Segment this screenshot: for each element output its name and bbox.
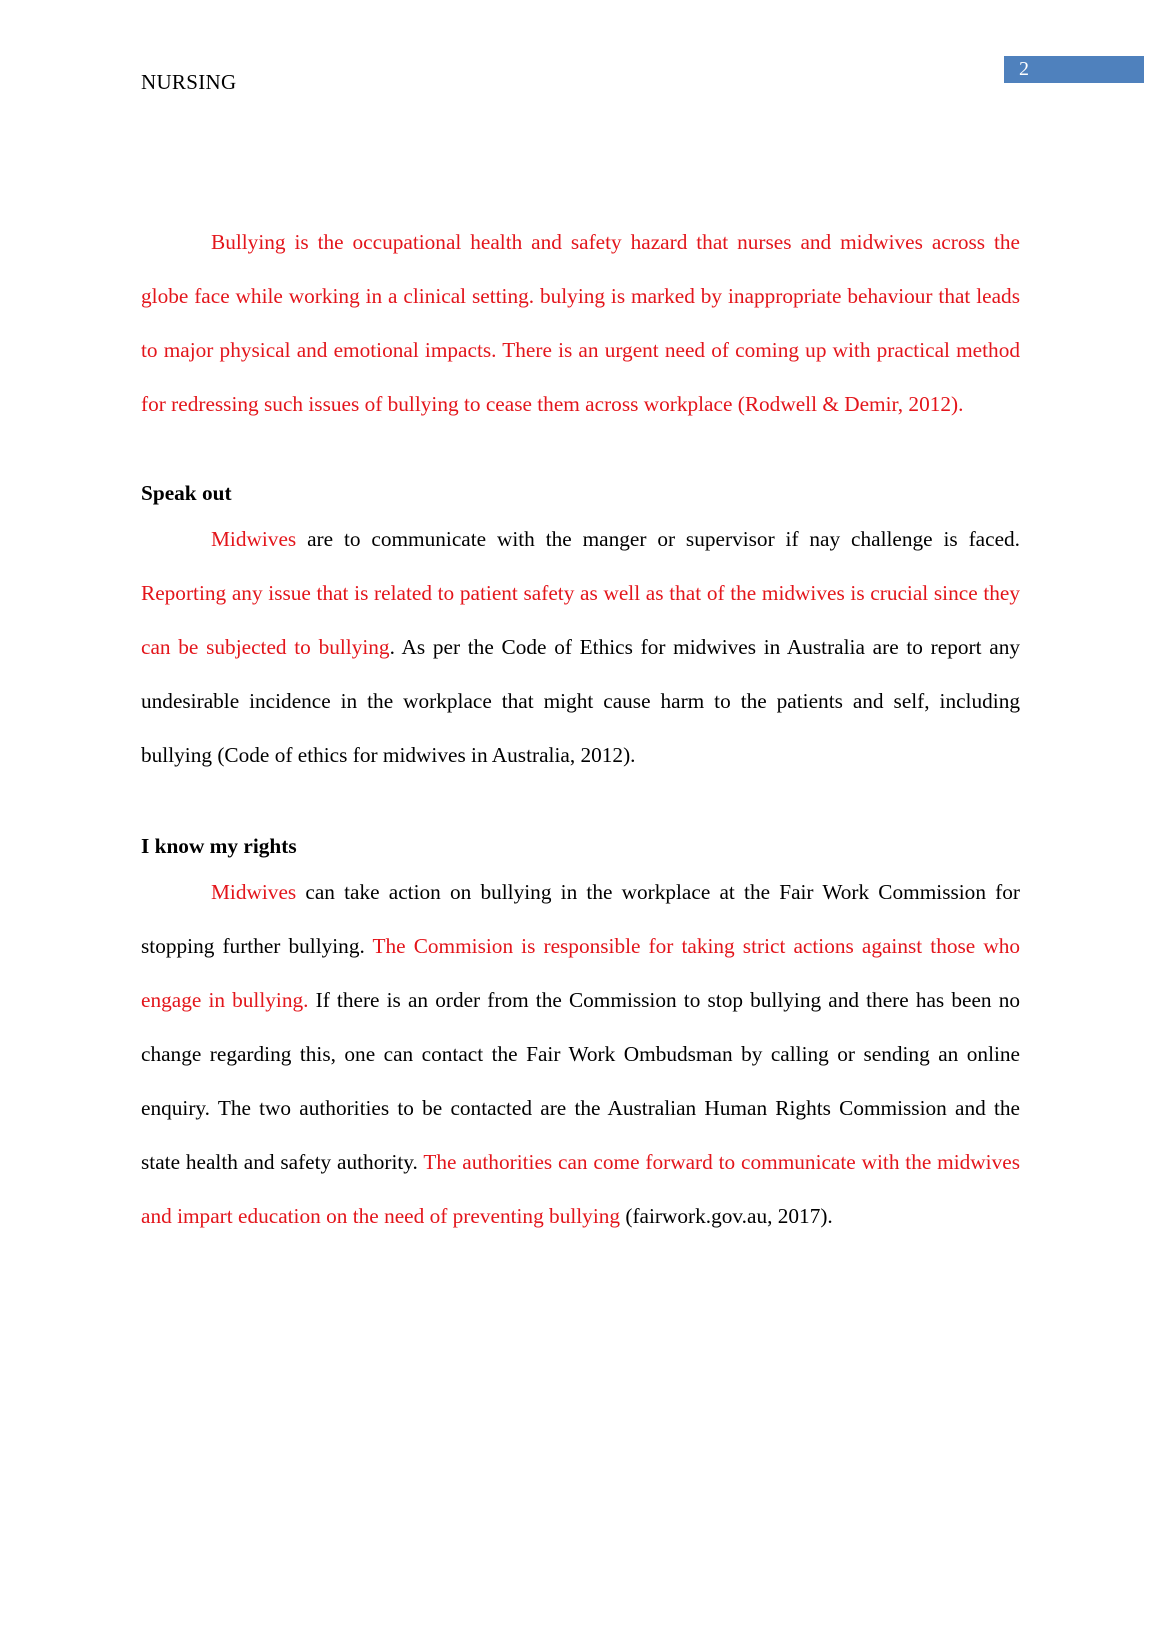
rights-paragraph xyxy=(141,865,1020,1243)
rights-fragment-4: If there is an order from the Commission to stop bullying and there has been no change regarding this, one can contact the Fair Work Ombudsman by calling or sending an online enquiry. The two authorities to be contacted are the Australian Human Rights Commission and the state health and safety authority. xyxy=(141,988,1020,1174)
section-heading-rights: I know my rights xyxy=(141,834,297,858)
speak-out-fragment-3: Reporting any issue that is related to patient safety as well as that of the midwives is crucial since they can be subjected to bullying xyxy=(141,581,1020,659)
speak-out-paragraph xyxy=(141,512,1020,782)
rights-fragment-5: The authorities can come forward to communicate with the midwives and impart education on the need of preventing bullying xyxy=(141,1150,1020,1228)
section-heading-speak-out: Speak out xyxy=(141,481,232,505)
intro-sentence-highlighted: Bullying is the occupational health and safety hazard that nurses and midwives across the globe face while working in a clinical setting. bulying is marked by inappropriate behaviour that leads to major physical and emotional impacts. There is an urgent need of coming up with practical method for redressing such issues of bullying to cease them across workplace (Rodwell & Demir, 2012). xyxy=(141,230,1020,416)
rights-fragment-2: can take action on bullying in the workplace at the Fair Work Commission for stopping further bullying. xyxy=(141,880,1020,958)
document-body xyxy=(141,215,1020,1243)
page-number-bar xyxy=(1004,56,1144,83)
rights-fragment-6: (fairwork.gov.au, 2017). xyxy=(620,1204,833,1228)
speak-out-fragment-4: . As per the Code of Ethics for midwives in Australia are to report any undesirable incidence in the workplace that might cause harm to the patients and self, including bullying (Code of ethics for midwives in Australia, 2012). xyxy=(141,635,1020,767)
page-number: 2 xyxy=(1019,58,1029,80)
running-head: NURSING xyxy=(141,70,237,94)
speak-out-fragment-2: are to communicate with the manger or supervisor if nay challenge is faced. xyxy=(296,527,1020,551)
rights-fragment-1: Midwives xyxy=(211,880,297,904)
speak-out-fragment-1: Midwives xyxy=(211,527,297,551)
rights-fragment-3: The Commision is responsible for taking strict actions against those who engage in bullying. xyxy=(141,934,1020,1012)
intro-paragraph xyxy=(141,215,1020,431)
